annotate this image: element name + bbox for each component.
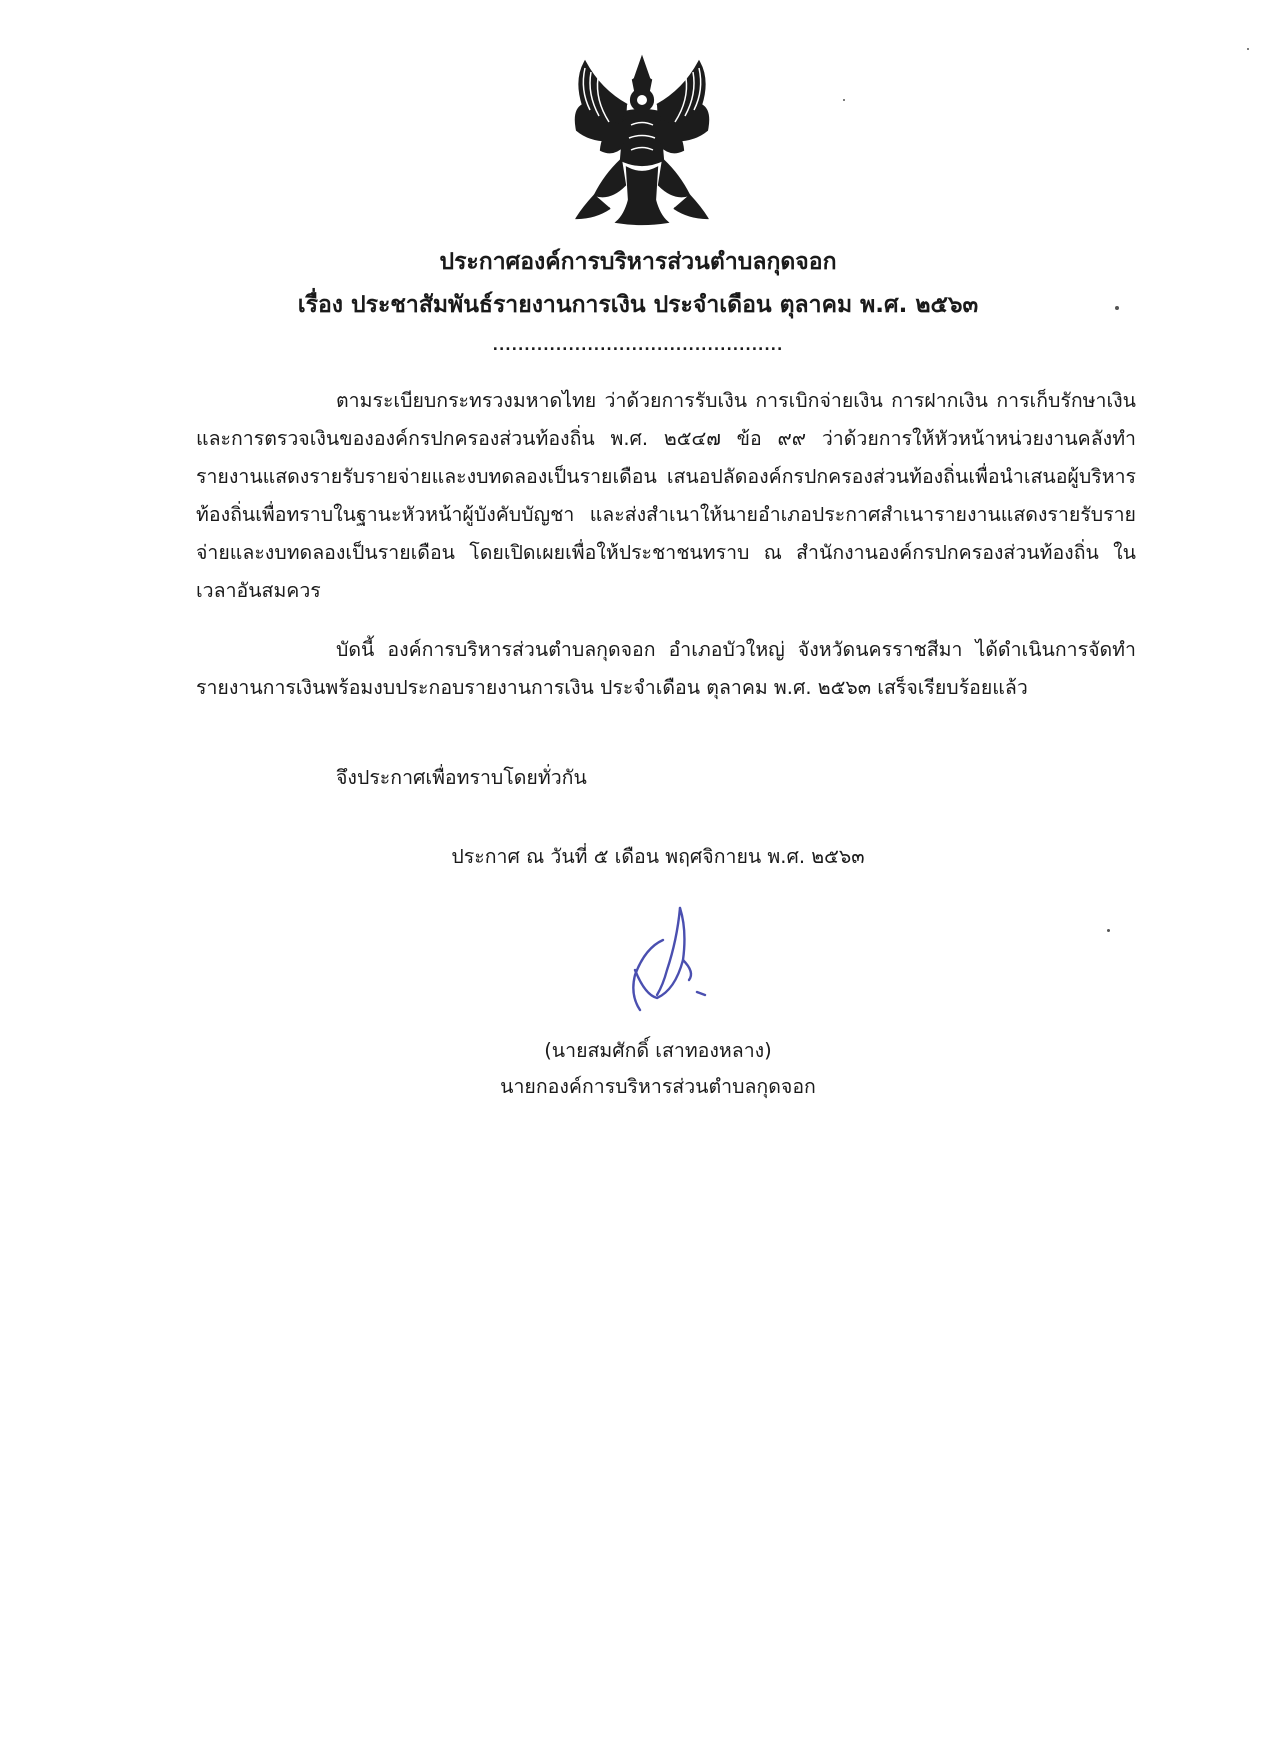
scan-speck <box>1115 306 1119 310</box>
signer-position: นายกองค์การบริหารส่วนตำบลกุดจอก <box>500 1075 816 1098</box>
body-paragraph-report: บัดนี้ องค์การบริหารส่วนตำบลกุดจอก อำเภอบัวใหญ่ จังหวัดนครราชสีมา ได้ดำเนินการจัดทำรายงานการเงินพร้อมงบประกอบรายงานการเงิน ประจำเดือน ตุลาคม พ.ศ. ๒๕๖๓ เสร็จเรียบร้อยแล้ว <box>196 638 1136 699</box>
document-title: ประกาศองค์การบริหารส่วนตำบลกุดจอก <box>439 249 837 275</box>
signer-name: (นายสมศักดิ์ เสาทองหลาง) <box>544 1039 772 1062</box>
body-paragraph-regulation: ตามระเบียบกระทรวงมหาดไทย ว่าด้วยการรับเงิน การเบิกจ่ายเงิน การฝากเงิน การเก็บรักษาเงิน และการตรวจเงินขององค์กรปกครองส่วนท้องถิ่น พ.ศ. ๒๕๔๗ ข้อ ๙๙ ว่าด้วยการให้หัวหน้าหน่วยงานคลังทำรายงานแสดงรายรับรายจ่ายและงบทดลองเป็นรายเดือน เสนอปลัดองค์กรปกครองส่วนท้องถิ่นเพื่อนำเสนอผู้บริหารท้องถิ่นเพื่อทราบในฐานะหัวหน้าผู้บังคับบัญชา และส่งสำเนาให้นายอำเภอประกาศสำเนารายงานแสดงรายรับรายจ่ายและงบทดลองเป็นรายเดือน โดยเปิดเผยเพื่อให้ประชาชนทราบ ณ สำนักงานองค์กรปกครองส่วนท้องถิ่น ในเวลาอันสมควร <box>196 389 1136 602</box>
announcement-date: ประกาศ ณ วันที่ ๕ เดือน พฤศจิกายน พ.ศ. ๒๕๖๓ <box>451 845 865 868</box>
garuda-emblem-icon <box>555 50 730 230</box>
handwritten-signature <box>605 900 735 1030</box>
body-paragraph-closing: จึงประกาศเพื่อทราบโดยทั่วกัน <box>336 766 587 789</box>
document-subject: เรื่อง ประชาสัมพันธ์รายงานการเงิน ประจำเดือน ตุลาคม พ.ศ. ๒๕๖๓ <box>297 292 979 318</box>
scan-speck <box>1107 929 1110 932</box>
scan-speck <box>843 99 845 101</box>
title-separator: .............................................. <box>492 338 784 354</box>
scan-speck <box>1247 48 1249 50</box>
